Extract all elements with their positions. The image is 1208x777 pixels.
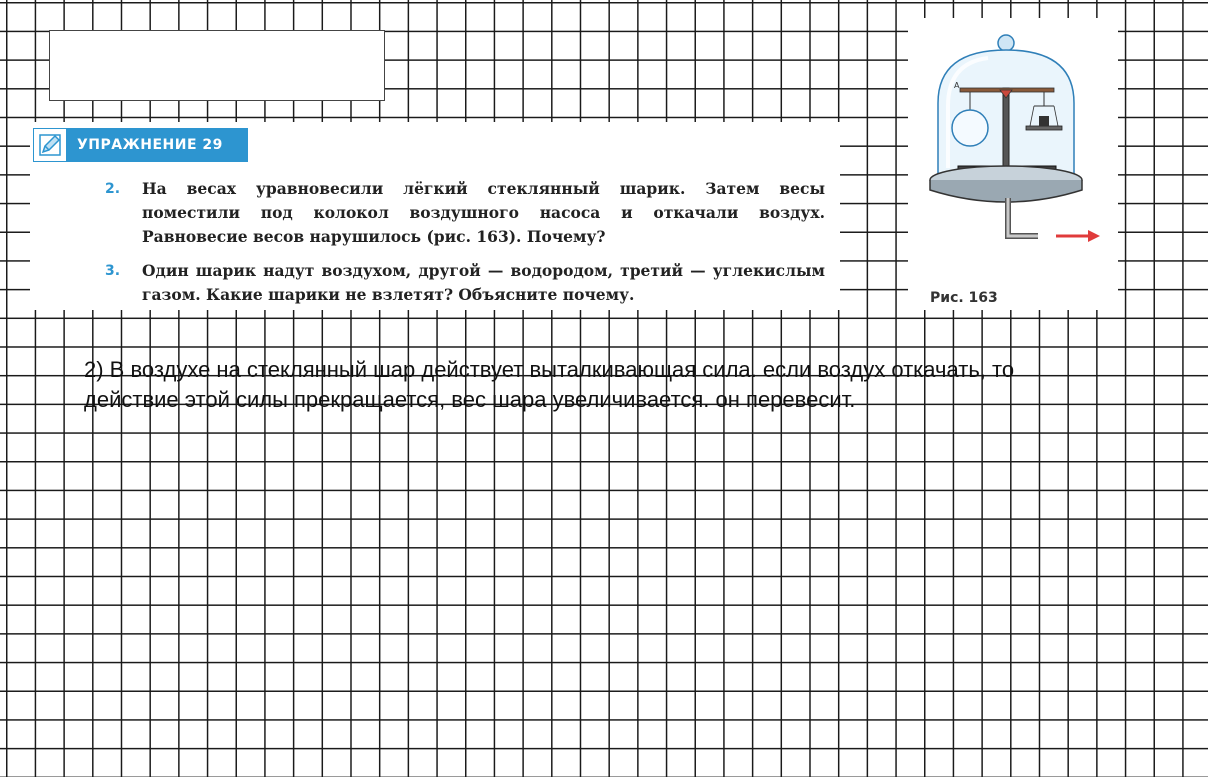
figure-163 xyxy=(908,18,1118,310)
figure-caption: Рис. 163 xyxy=(930,290,998,306)
textbook-excerpt xyxy=(30,122,840,310)
bell-jar-illustration xyxy=(908,18,1118,288)
exercise-title: УПРАЖНЕНИЕ 29 xyxy=(77,137,223,153)
problem-text: Один шарик надут воздухом, другой — водородом, третий — углекислым газом. Какие шарики не взлетят? Объясните почему. xyxy=(142,261,825,304)
svg-text:A: A xyxy=(954,81,960,90)
problem-number: 3. xyxy=(105,263,121,279)
problem-2 xyxy=(105,177,825,249)
answer-line-2: действие этой силы прекращается, вес шара увеличивается. он перевесит. xyxy=(84,387,856,412)
blank-answer-box xyxy=(49,30,385,101)
problem-3 xyxy=(105,259,825,307)
pencil-icon xyxy=(33,128,67,162)
handwritten-answer xyxy=(84,355,1144,415)
exercise-header xyxy=(33,128,248,162)
answer-line-1: 2) В воздухе на стеклянный шар действует выталкивающая сила. если воздух откачать, то xyxy=(84,357,1015,382)
problem-text: На весах уравновесили лёгкий стеклянный шарик. Затем весы поместили под колокол воздушного насоса и откачали воздух. Равновесие весов нарушилось (рис. 163). Почему? xyxy=(142,179,825,246)
problem-number: 2. xyxy=(105,181,121,197)
